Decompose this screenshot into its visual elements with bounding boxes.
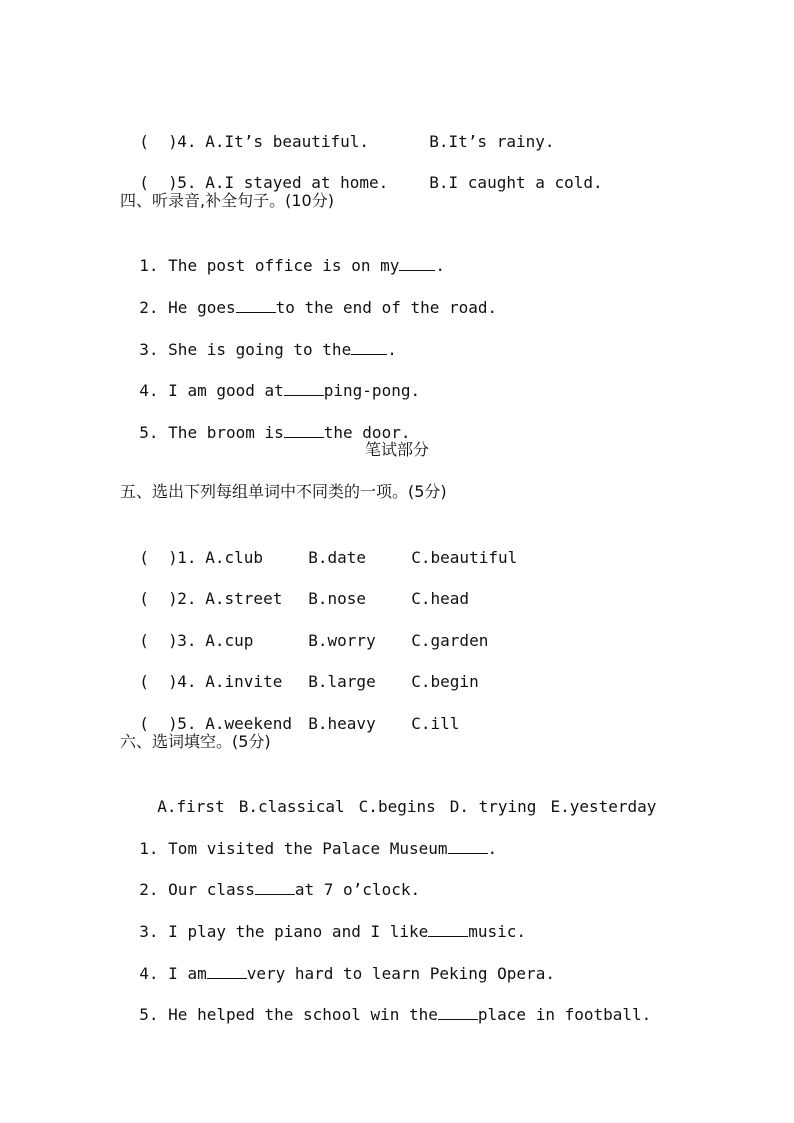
option-a: A.invite (205, 672, 283, 691)
item-number: 3. (177, 631, 197, 650)
sentence-before: She is going to the (168, 340, 352, 359)
answer-paren: ( ) (139, 132, 178, 151)
fill-item (120, 854, 421, 899)
written-part-heading: 笔试部分 (364, 440, 429, 459)
option-a: A.weekend (205, 714, 292, 733)
option-c: C.beautiful (411, 548, 518, 567)
item-number: 4. (177, 132, 197, 151)
answer-paren: ( ) (139, 714, 178, 733)
option-b: B.worry (308, 631, 376, 650)
answer-blank[interactable] (236, 296, 276, 313)
item-number: 2. (177, 589, 197, 608)
word-bank-option: E.yesterday (550, 797, 657, 816)
answer-paren: ( ) (139, 631, 178, 650)
option-a: A.street (205, 589, 283, 608)
item-number: 5. (177, 714, 197, 733)
fill-item (120, 355, 421, 400)
item-number: 3. (139, 340, 159, 359)
sentence-after: at 7 o’clock. (294, 880, 421, 899)
section-5-title: 五、选出下列每组单词中不同类的一项。(5分) (120, 482, 447, 501)
answer-blank[interactable] (255, 878, 295, 895)
answer-blank[interactable] (428, 920, 468, 937)
answer-paren: ( ) (139, 173, 178, 192)
word-bank (138, 771, 670, 816)
sentence-after: to the end of the road. (275, 298, 498, 317)
sentence-after: very hard to learn Peking Opera. (246, 964, 555, 983)
odd-one-out-row (120, 605, 489, 650)
answer-paren: ( ) (139, 548, 178, 567)
option-c: C.head (411, 589, 470, 608)
odd-one-out-row (120, 688, 460, 733)
fill-item (120, 896, 527, 941)
answer-paren: ( ) (139, 672, 178, 691)
sentence-after: . (487, 839, 498, 858)
item-number: 4. (139, 381, 159, 400)
word-bank-option: A.first (157, 797, 225, 816)
sentence-before: I am good at (168, 381, 284, 400)
item-number: 4. (139, 964, 159, 983)
sentence-before: He goes (168, 298, 236, 317)
option-a: A.I stayed at home. (205, 173, 389, 192)
choice-row (120, 106, 555, 151)
sentence-before: Tom visited the Palace Museum (168, 839, 448, 858)
answer-blank[interactable] (399, 254, 435, 271)
option-c: C.begin (411, 672, 479, 691)
fill-item (120, 272, 498, 317)
sentence-after: place in football. (477, 1005, 652, 1024)
item-number: 5. (177, 173, 197, 192)
sentence-before: The post office is on my (168, 256, 400, 275)
word-bank-option: C.begins (358, 797, 436, 816)
option-c: C.ill (411, 714, 460, 733)
item-number: 1. (177, 548, 197, 567)
answer-blank[interactable] (207, 962, 247, 979)
fill-item (120, 938, 555, 983)
fill-item (120, 397, 411, 442)
item-number: 1. (139, 256, 159, 275)
sentence-after: the door. (323, 423, 411, 442)
odd-one-out-row (120, 522, 518, 567)
item-number: 3. (139, 922, 159, 941)
option-b: B.I caught a cold. (429, 173, 603, 192)
section-4-title: 四、听录音,补全句子。(10分) (120, 191, 334, 210)
option-a: A.cup (205, 631, 254, 650)
answer-blank[interactable] (448, 837, 488, 854)
sentence-before: I am (168, 964, 207, 983)
answer-blank[interactable] (438, 1003, 478, 1020)
item-number: 4. (177, 672, 197, 691)
option-b: B.heavy (308, 714, 376, 733)
answer-paren: ( ) (139, 589, 178, 608)
sentence-after: . (435, 256, 445, 275)
sentence-after: music. (468, 922, 527, 941)
item-number: 2. (139, 880, 159, 899)
sentence-before: I play the piano and I like (168, 922, 429, 941)
option-b: B.It’s rainy. (429, 132, 555, 151)
fill-item (120, 314, 397, 359)
fill-item (120, 979, 652, 1024)
section-6-title: 六、选词填空。(5分) (120, 732, 271, 751)
answer-blank[interactable] (351, 338, 387, 355)
option-c: C.garden (411, 631, 489, 650)
sentence-before: Our class (168, 880, 255, 899)
option-a: A.It’s beautiful. (205, 132, 370, 151)
option-b: B.large (308, 672, 376, 691)
sentence-after: ping-pong. (323, 381, 421, 400)
fill-item (120, 230, 445, 275)
odd-one-out-row (120, 646, 479, 691)
word-bank-option: B.classical (238, 797, 345, 816)
option-b: B.nose (308, 589, 367, 608)
item-number: 1. (139, 839, 159, 858)
answer-blank[interactable] (284, 421, 324, 438)
word-bank-option: D. trying (449, 797, 537, 816)
item-number: 5. (139, 1005, 159, 1024)
odd-one-out-row (120, 563, 470, 608)
sentence-before: The broom is (168, 423, 284, 442)
item-number: 2. (139, 298, 159, 317)
answer-blank[interactable] (284, 379, 324, 396)
sentence-after: . (387, 340, 397, 359)
item-number: 5. (139, 423, 159, 442)
sentence-before: He helped the school win the (168, 1005, 438, 1024)
option-b: B.date (308, 548, 367, 567)
choice-row (120, 147, 603, 192)
fill-item (120, 813, 498, 858)
option-a: A.club (205, 548, 264, 567)
